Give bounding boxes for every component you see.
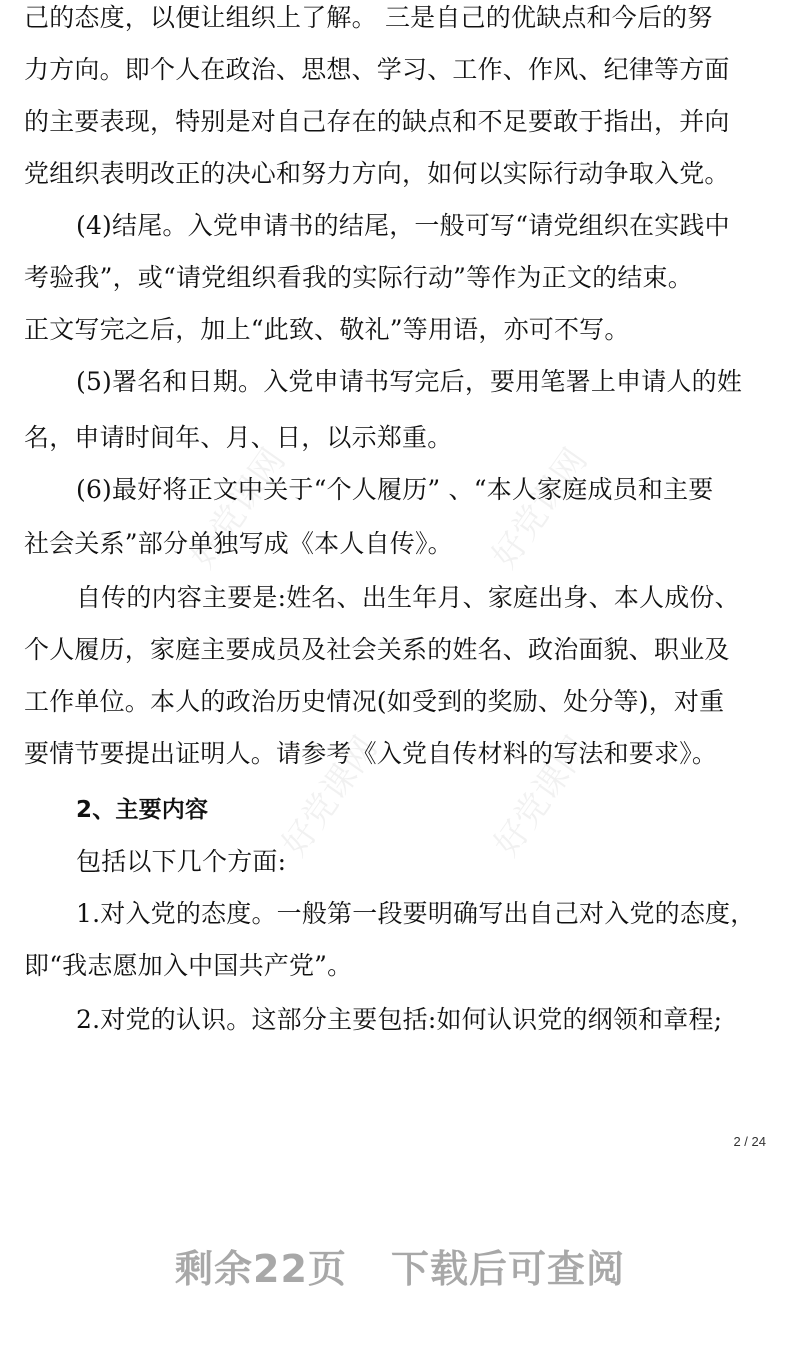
download-to-view-text: 下载后可查阅	[390, 1247, 625, 1291]
text-line: 的主要表现，特别是对自己存在的缺点和不足要敢于指出，并向	[24, 107, 730, 136]
text-line: 个人履历，家庭主要成员及社会关系的姓名、政治面貌、职业及	[24, 635, 730, 664]
text-line: 党组织表明改正的决心和努力方向，如何以实际行动争取入党。	[24, 159, 730, 188]
text-line: 正文写完之后，加上“此致、敬礼”等用语，亦可不写。	[24, 315, 630, 344]
text-line: 力方向。即个人在政治、思想、学习、工作、作风、纪律等方面	[24, 55, 730, 84]
watermark: 好党课网	[274, 729, 386, 864]
watermark: 好党课网	[486, 729, 598, 864]
section-heading: 2、主要内容	[76, 797, 209, 823]
text-line: (6)最好将正文中关于“个人履历” 、“本人家庭成员和主要	[76, 475, 714, 504]
download-to-read-banner[interactable]	[0, 1238, 800, 1293]
text-line: 1.对入党的态度。一般第一段要明确写出自己对入党的态度，	[76, 899, 756, 928]
text-line: 社会关系”部分单独写成《本人自传》。	[24, 529, 453, 558]
text-line: (4)结尾。入党申请书的结尾，一般可写“请党组织在实践中	[76, 211, 730, 240]
page-number: 2 / 24	[733, 1134, 766, 1149]
text-line: 即“我志愿加入中国共产党”。	[24, 951, 353, 980]
text-line: 己的态度，以便让组织上了解。 三是自己的优缺点和今后的努	[24, 3, 713, 32]
text-line: 名，申请时间年、月、日，以示郑重。	[24, 423, 453, 452]
text-line: 工作单位。本人的政治历史情况(如受到的奖励、处分等)，对重	[24, 687, 725, 716]
text-line: 要情节要提出证明人。请参考《入党自传材料的写法和要求》。	[24, 739, 718, 768]
watermark: 好党课网	[484, 441, 596, 576]
text-line: 自传的内容主要是:姓名、出生年月、家庭出身、本人成份、	[76, 583, 740, 612]
watermark: 好党课网	[182, 441, 294, 576]
text-line: 包括以下几个方面:	[76, 847, 287, 876]
remaining-pages-text: 剩余22页	[175, 1247, 347, 1291]
text-line: 考验我”，或“请党组织看我的实际行动”等作为正文的结束。	[24, 263, 693, 292]
text-line: 2.对党的认识。这部分主要包括:如何认识党的纲领和章程;	[76, 1005, 723, 1034]
text-line: (5)署名和日期。入党申请书写完后，要用笔署上申请人的姓	[76, 367, 743, 396]
